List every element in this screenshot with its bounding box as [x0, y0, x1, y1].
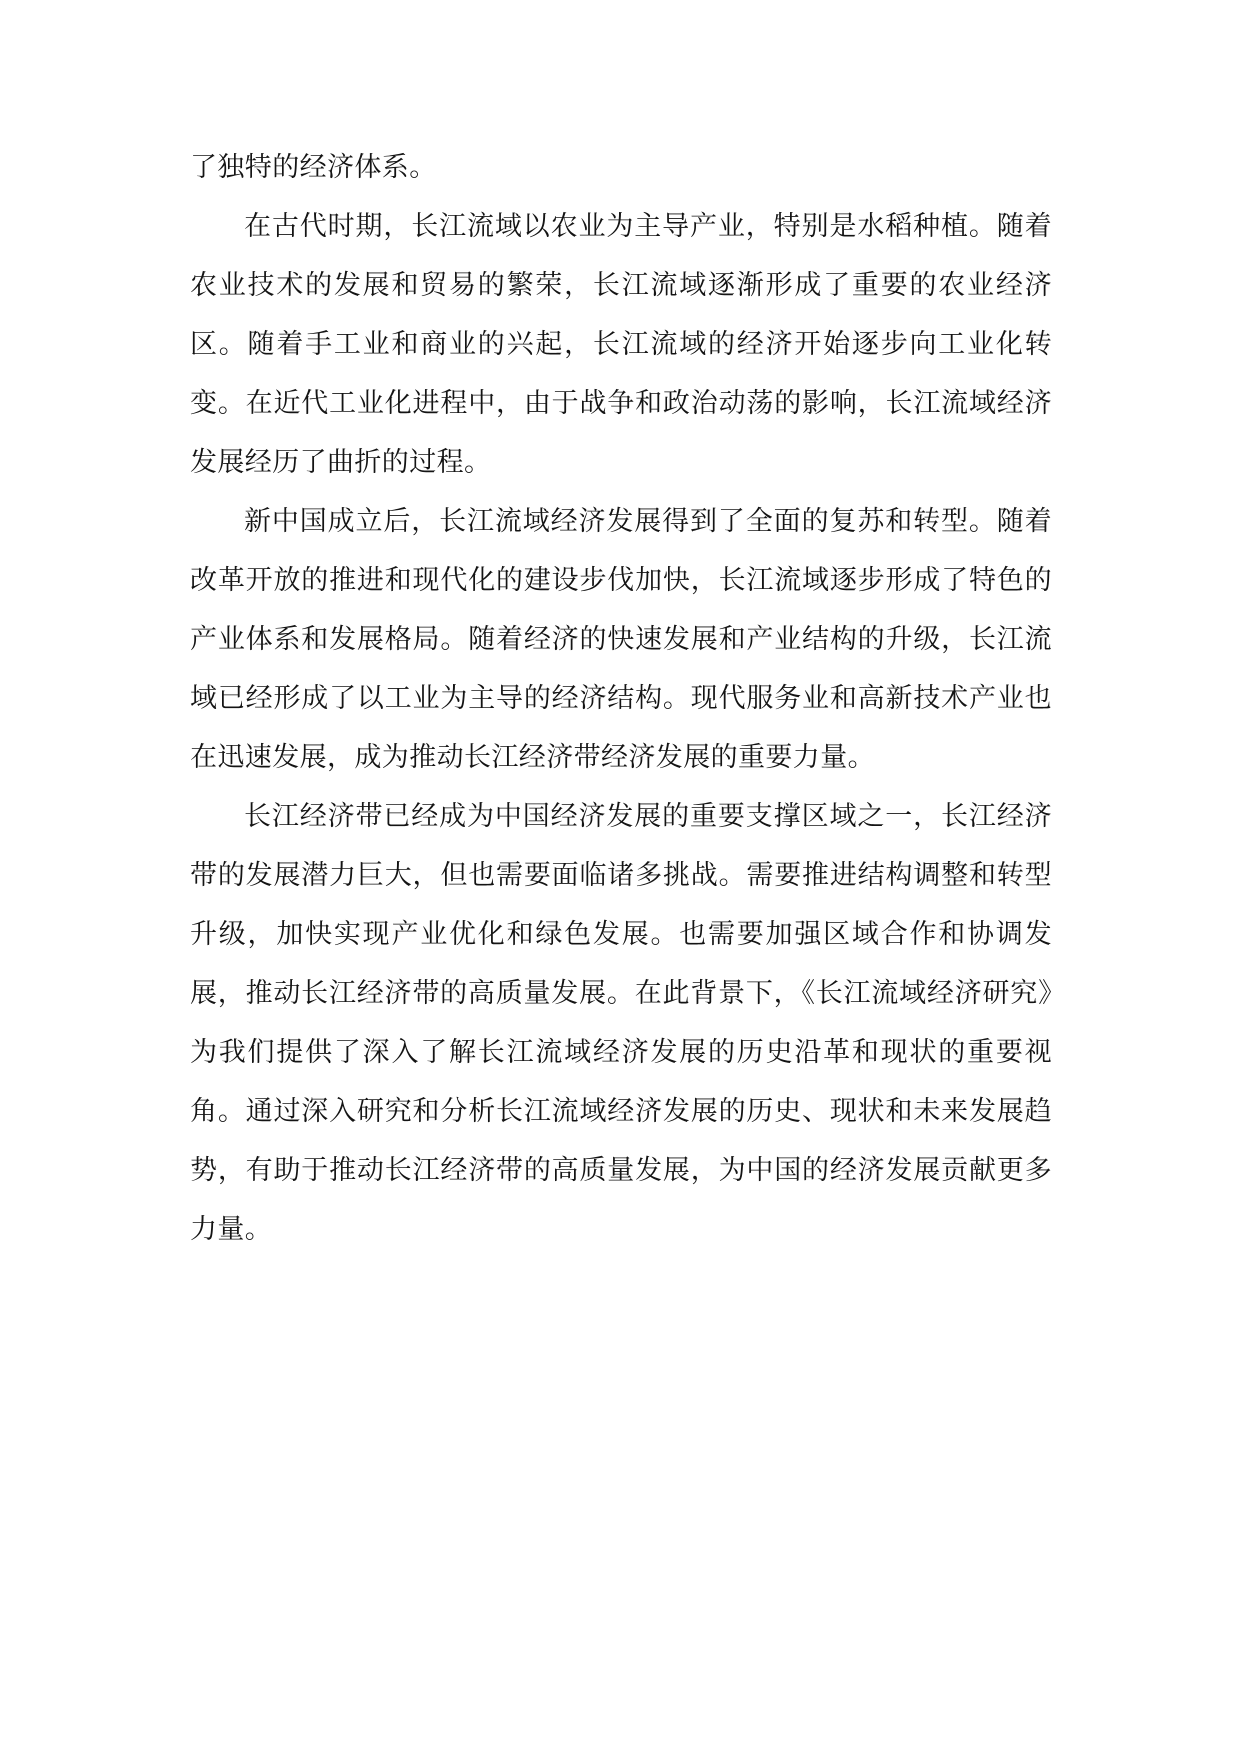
paragraph-economic-belt-outlook: 长江经济带已经成为中国经济发展的重要支撑区域之一，长江经济带的发展潜力巨大，但也需要面临诸多挑战。需要推进结构调整和转型升级，加快实现产业优化和绿色发展。也需要加强区域合作和协调发展，推动长江经济带的高质量发展。在此背景下，《长江流域经济研究》为我们提供了深入了解长江流域经济发展的历史沿革和现状的重要视角。通过深入研究和分析长江流域经济发展的历史、现状和未来发展趋势，有助于推动长江经济带的高质量发展，为中国的经济发展贡献更多力量。 — [190, 801, 1052, 1245]
paragraph-continuation: 了独特的经济体系。 — [190, 152, 437, 183]
paragraph-modern-transformation: 新中国成立后，长江流域经济发展得到了全面的复苏和转型。随着改革开放的推进和现代化的建设步伐加快，长江流域逐步形成了特色的产业体系和发展格局。随着经济的快速发展和产业结构的升级，长江流域已经形成了以工业为主导的经济结构。现代服务业和高新技术产业也在迅速发展，成为推动长江经济带经济发展的重要力量。 — [190, 506, 1052, 773]
paragraph-ancient-economy: 在古代时期，长江流域以农业为主导产业，特别是水稻种植。随着农业技术的发展和贸易的繁荣，长江流域逐渐形成了重要的农业经济区。随着手工业和商业的兴起，长江流域的经济开始逐步向工业化转变。在近代工业化进程中，由于战争和政治动荡的影响，长江流域经济发展经历了曲折的过程。 — [190, 211, 1052, 478]
document-body — [190, 138, 1052, 1259]
